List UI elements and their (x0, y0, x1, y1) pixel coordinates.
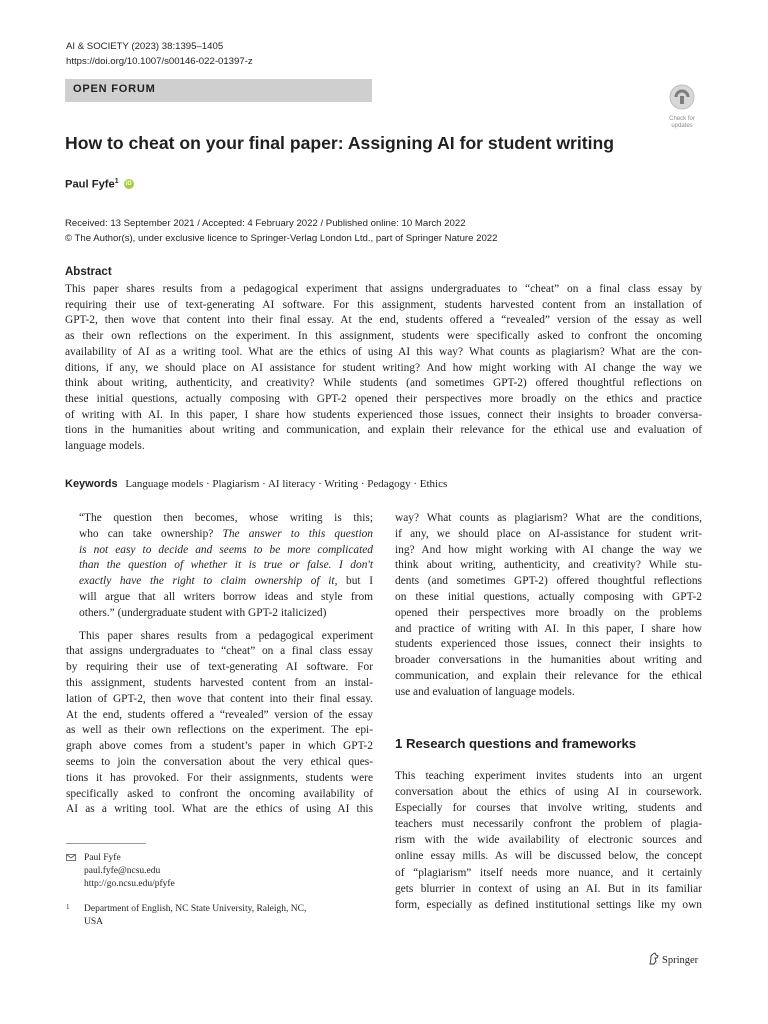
epigraph-line: others.” (undergraduate student with GPT-2 italicized) (79, 606, 327, 619)
epigraph-line: exactly have the right to claim ownership of it, but I (79, 575, 373, 588)
received-dates: Received: 13 September 2021 / Accepted: 4 February 2022 / Published online: 10 March 2022 (65, 218, 466, 229)
section-banner (65, 79, 372, 102)
check-updates-icon (669, 84, 695, 110)
journal-header (66, 40, 253, 69)
body-line: rism with the wide availability of electronic sources and (395, 834, 702, 847)
keywords-row (65, 478, 447, 490)
affiliation-line: Department of English, NC State University, Raleigh, NC, (84, 904, 307, 914)
abstract-line: think about writing, authenticity, and creativity? While students (and sometimes GPT-2) offered thoughtful reflections on (65, 377, 702, 390)
corresponding-author (66, 852, 175, 891)
body-line: that assigns undergraduates to “cheat” on a final class essay (66, 645, 373, 658)
intro-paragraph (66, 629, 373, 819)
abstract-line: language models. (65, 440, 145, 453)
body-line: if any, we should place on AI-assistance for student writ- (395, 527, 702, 540)
body-line: lation of GPT-2, then wove that content into their final essay. (66, 692, 373, 705)
affiliation-footnote (66, 903, 306, 929)
body-line: use and evaluation of language models. (395, 685, 575, 698)
check-updates-text-1: Check for (669, 116, 695, 122)
epigraph-line: will argue that all writers borrow ideas and style from (79, 590, 373, 603)
body-line: as well as their own reflections on the experiment. The epi- (66, 724, 373, 737)
epigraph-line: “The question then becomes, whose writing is this; (79, 512, 373, 524)
body-line: ing? And how might working with AI change the way we (395, 543, 702, 556)
abstract-line: of writing with AI. In this paper, I share how students experienced those issues, connect their insights to broader conversa- (65, 408, 702, 421)
springer-horse-icon (648, 952, 660, 965)
body-line: students experienced those issues, connect their insights to (395, 638, 702, 651)
abstract-line: availability of AI as a writing tool. What are the ethics of using AI this way? What counts as plagiarism? What are the con- (65, 345, 702, 358)
copyright-line: © The Author(s), under exclusive licence to Springer-Verlag London Ltd., part of Springer Nature 2022 (65, 232, 498, 244)
affiliation-line: USA (84, 917, 104, 927)
doi-link[interactable]: https://doi.org/10.1007/s00146-022-01397-z (66, 55, 253, 67)
publication-history (65, 217, 497, 246)
author-name[interactable]: Paul Fyfe (65, 178, 115, 191)
section-paragraph (395, 768, 702, 913)
section-heading: 1 Research questions and frameworks (395, 736, 637, 751)
abstract-line: This paper shares results from a pedagogical experiment that assigns undergraduates to “cheat” on a final class essay by (65, 283, 702, 295)
body-line: This paper shares results from a pedagogical experiment (79, 629, 373, 642)
abstract-line: these initial questions, actually composing with GPT-2 opened their perspectives more broadly on the ethics and practice (65, 392, 702, 405)
affiliation-marker: 1 (66, 903, 70, 911)
abstract-body (65, 282, 702, 455)
body-line: dents (and sometimes GPT-2) offered thoughtful reflections (395, 575, 702, 588)
body-line: way? What counts as plagiarism? What are the conditions, (395, 512, 702, 524)
section-label: OPEN FORUM (73, 83, 156, 95)
contact-url[interactable]: http://go.ncsu.edu/pfyfe (84, 879, 175, 889)
contact-email[interactable]: paul.fyfe@ncsu.edu (84, 866, 161, 876)
envelope-icon (66, 854, 76, 861)
body-line: opened their perspectives more broadly on the problems (395, 606, 702, 619)
author-affiliation-marker: 1 (114, 178, 119, 185)
body-line: conversation about the ethics of using AI in coursework. (395, 786, 702, 799)
check-updates-text-2: updates (671, 122, 693, 129)
epigraph-line: who can take ownership? The answer to this question (79, 527, 373, 540)
footnote-divider (66, 843, 146, 844)
epigraph (66, 511, 373, 622)
body-line: seems to join the conversation about the very ethical ques- (66, 755, 373, 768)
body-line: this assignment, students harvested content from an instal- (66, 676, 373, 689)
body-line: teachers must necessarily confront the problem of plagia- (395, 818, 702, 831)
body-line: tions it has provoked. For their assignments, students were (66, 771, 373, 784)
epigraph-line: than the question of whether it is true or false. I don't (79, 559, 373, 572)
body-line: AI as a writing tool. What are the ethics of using AI this (66, 803, 373, 816)
keywords-list: Language models · Plagiarism · AI literacy · Writing · Pedagogy · Ethics (125, 478, 448, 490)
body-line: At the end, students offered a “revealed” version of the essay (66, 708, 373, 721)
body-line: graph above comes from a student’s paper in which GPT-2 (66, 740, 373, 753)
body-line: on these initial questions, actually composing with GPT-2 (395, 590, 702, 603)
abstract-heading: Abstract (65, 266, 112, 278)
left-column (66, 511, 373, 818)
body-line: online essay mills. As will be discussed below, the concept (395, 850, 702, 863)
abstract-line: requiring their use of text-generating AI software. For this assignment, students harvested content from an installation of (65, 298, 702, 311)
body-line: and practice of writing with AI. In this paper, I share how (395, 622, 702, 635)
keywords-label: Keywords (65, 478, 118, 490)
body-line: communication, and explain their relevance for the ethical (395, 669, 702, 682)
journal-citation: AI & SOCIETY (2023) 38:1395–1405 (66, 41, 224, 52)
check-for-updates-badge[interactable] (662, 84, 702, 129)
abstract-line: GPT-2, then wove that content into their final essay. At the end, students offered a “revealed” version of the essay as well (65, 314, 702, 327)
body-line: broader conversations in the humanities about writing and (395, 654, 702, 667)
body-line: think about writing, authenticity, and creativity? While stu- (395, 559, 702, 572)
publisher-name: Springer (662, 955, 699, 966)
orcid-icon[interactable]: iD (125, 180, 132, 187)
publisher-footer (648, 952, 698, 966)
right-column (395, 511, 702, 701)
body-line: gets blurrier in context of using an AI. But in its familiar (395, 882, 702, 895)
body-line: Especially for courses that involve writing, students and (395, 802, 702, 815)
abstract-line: tions in the humanities about writing and communication, and explain their relevance for the ethical use and evaluation of (65, 424, 702, 437)
abstract-line: ditions, if any, we should place on AI assistance for student writing? And how might working with AI change the way we (65, 361, 702, 374)
body-line: of “plagiarism” itself needs more nuance, and it certainly (395, 866, 702, 879)
body-line: form, especially as defined institutional settings like my own (395, 898, 702, 911)
body-line: specifically asked to confront the oncoming availability of (66, 787, 373, 800)
epigraph-line: is not easy to decide and seems to be more complicated (79, 543, 373, 556)
article-title: How to cheat on your final paper: Assigning AI for student writing (65, 133, 614, 153)
contact-name: Paul Fyfe (84, 853, 121, 863)
abstract-line: as their own reflections on the experiment. In this assignment, students were specifically asked to confront the oncoming (65, 330, 702, 343)
body-line: This teaching experiment invites students into an urgent (395, 770, 702, 782)
author-line (65, 178, 134, 191)
body-line: by requiring their use of text-generating AI software. For (66, 661, 373, 674)
